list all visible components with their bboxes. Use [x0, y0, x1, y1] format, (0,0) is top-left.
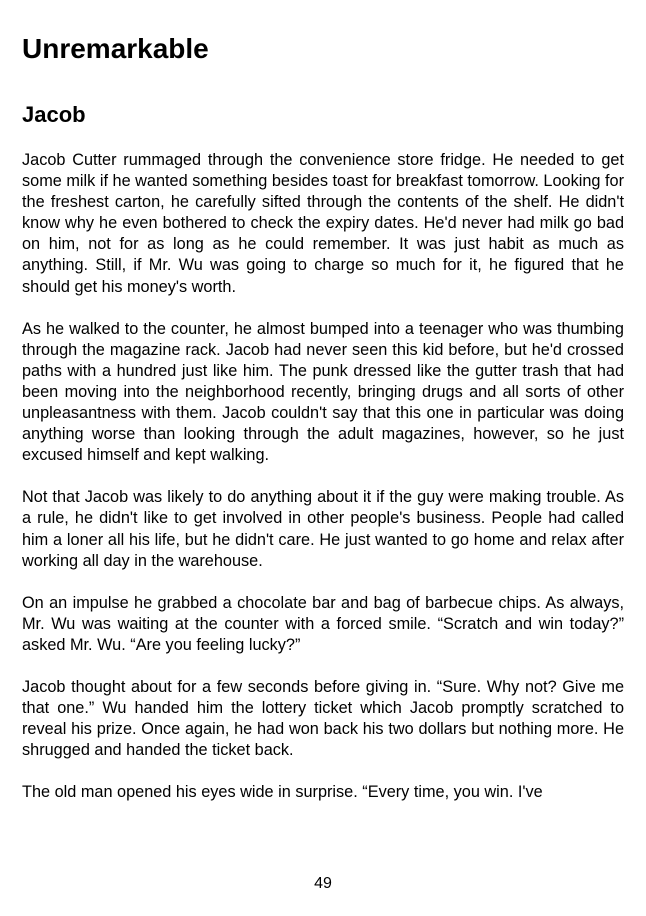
- chapter-title: Jacob: [22, 102, 86, 127]
- paragraph: The old man opened his eyes wide in surprise. “Every time, you win. I've: [22, 783, 543, 802]
- paragraph: Jacob thought about for a few seconds before giving in. “Sure. Why not? Give me that one.” Wu handed him the lottery ticket which Jacob promptly scratched to reveal his prize. Once again, he had won back his two dollars but nothing more. He shrugged and handed the ticket back.: [22, 677, 624, 760]
- paragraph: As he walked to the counter, he almost bumped into a teenager who was thumbing through the magazine rack. Jacob had never seen this kid before, but he'd crossed paths with a hundred just like him. The punk dressed like the gutter trash that had been moving into the neighborhood recently, bringing drugs and all sorts of other unpleasantness with them. Jacob couldn't say that this one in particular was doing anything worse than looking through the adult magazines, however, so he just excused himself and kept walking.: [22, 319, 624, 465]
- book-title: Unremarkable: [22, 33, 209, 64]
- paragraph: Jacob Cutter rummaged through the convenience store fridge. He needed to get some milk if he wanted something besides toast for breakfast tomorrow. Looking for the freshest carton, he carefully sifted through the contents of the shelf. He didn't know why he even bothered to check the expiry dates. He'd never had milk go bad on him, not for as long as he could remember. It was just habit as much as anything. Still, if Mr. Wu was going to charge so much for it, he figured that he should get his money's worth.: [22, 151, 624, 296]
- body-text: [22, 150, 624, 824]
- paragraph: Not that Jacob was likely to do anything about it if the guy were making trouble. As a rule, he didn't like to get involved in other people's business. People had called him a loner all his life, but he didn't care. He just wanted to go home and relax after working all day in the warehouse.: [22, 488, 624, 570]
- paragraph: On an impulse he grabbed a chocolate bar and bag of barbecue chips. As always, Mr. Wu was waiting at the counter with a forced smile. “Scratch and win today?” asked Mr. Wu. “Are you feeling lucky?”: [22, 593, 624, 654]
- page-number: 49: [314, 875, 332, 892]
